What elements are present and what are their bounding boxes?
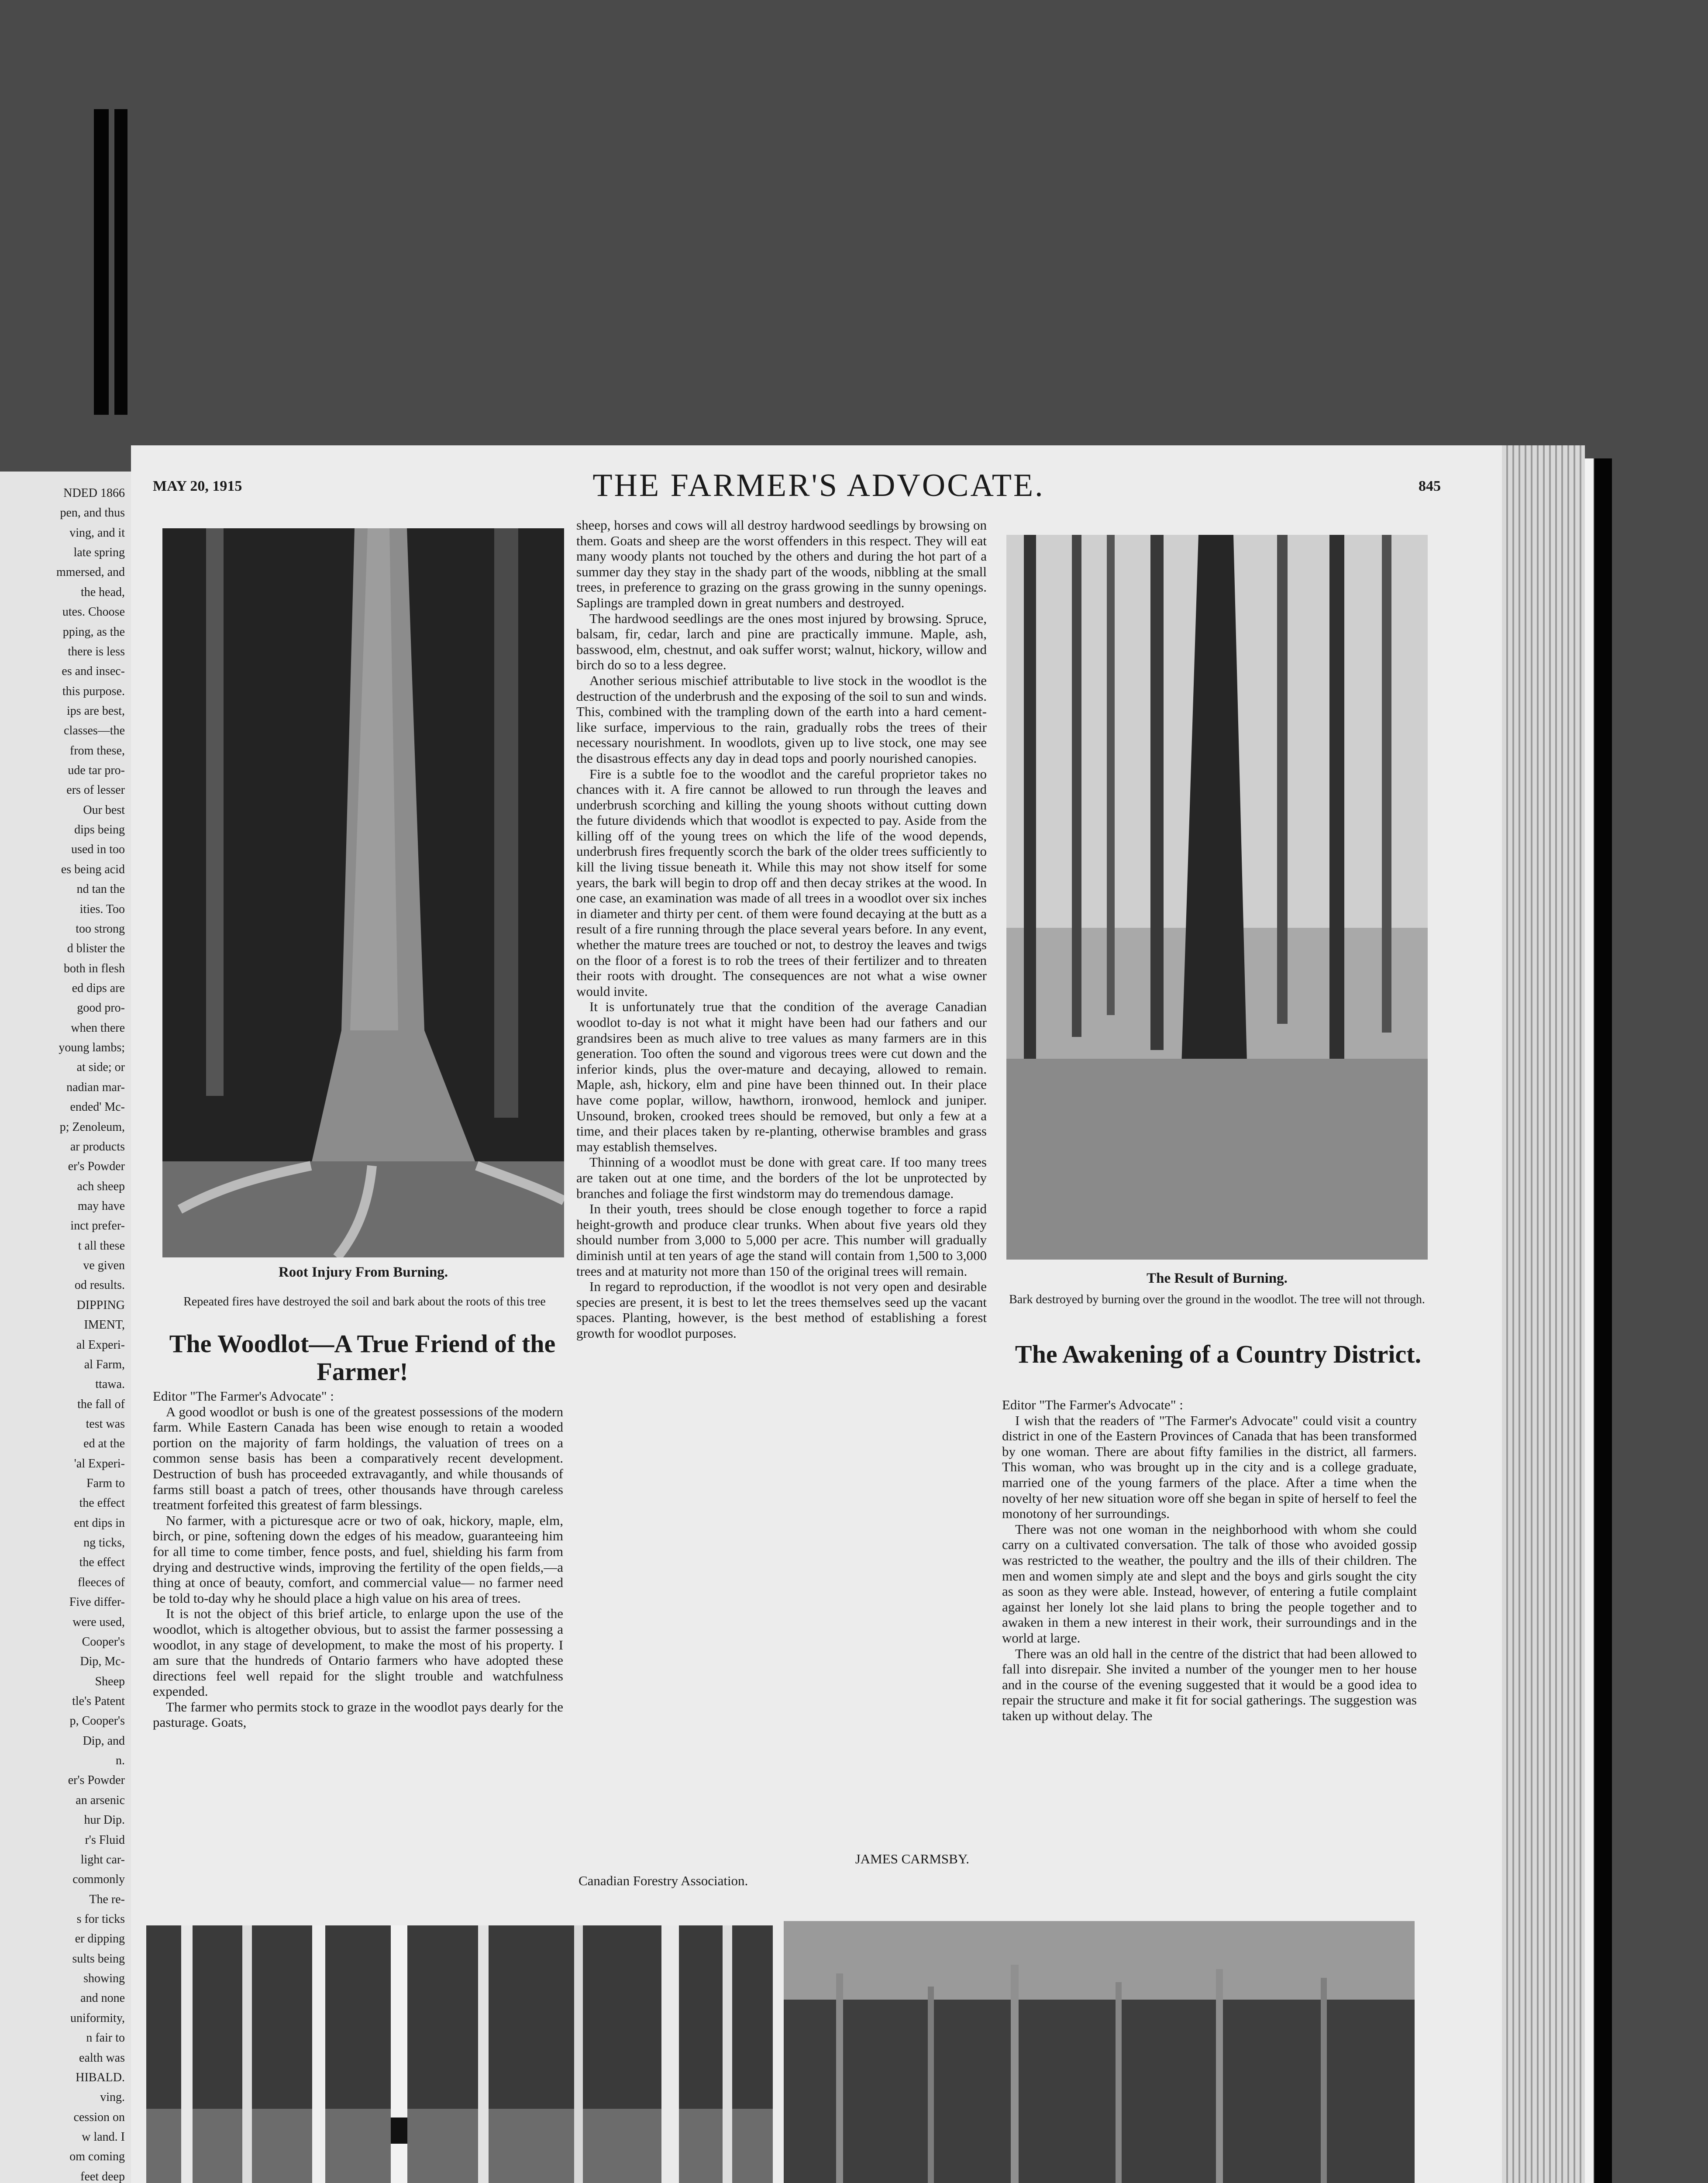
photo-result-of-burning (1006, 535, 1428, 1260)
article1-signature: JAMES CARMSBY. (855, 1851, 969, 1866)
article1-paragraph: Thinning of a woodlot must be done with great care. If too many trees are taken out at one time, and the borders of the lot be unprotected by branches and foliage the first windstorm may do tremendous damage. (576, 1154, 987, 1201)
facing-page-text-fragment: Our best (83, 803, 125, 817)
facing-page-text-fragment: al Farm, (84, 1357, 125, 1371)
facing-page-text-fragment: good pro- (77, 1001, 125, 1015)
facing-page-text-fragment: om coming (69, 2150, 125, 2164)
facing-page-text-fragment: ities. Too (79, 902, 125, 916)
facing-page-text-fragment: n. (116, 1754, 125, 1768)
facing-page-text-fragment: w land. I (82, 2130, 125, 2144)
facing-page-fragment (0, 472, 131, 2183)
article2-column (1002, 1397, 1417, 1723)
facing-page-text-fragment: HIBALD. (76, 2070, 125, 2084)
page-number: 845 (1419, 478, 1441, 494)
facing-page-text-fragment: ended' Mc- (70, 1100, 125, 1114)
article1-paragraph: It is not the object of this brief article, to enlarge upon the use of the woodlot, which is altogether obvious, but to assist the farmer possessing a woodlot, in any stage of development, to make the most of his property. I am sure that the hundreds of Ontario farmers who have adopted these directions feel well repaid for the slight trouble and watchfulness expended. (153, 1606, 563, 1699)
facing-page-text-fragment: al Experi- (76, 1338, 125, 1352)
article2-paragraph: There was an old hall in the centre of the district that had been allowed to fall into disrepair. She invited a number of the younger men to her house and in the course of the evening suggested that it would be a good idea to repair the structure and make it fit for social gatherings. The suggestion was taken up without delay. The (1002, 1646, 1417, 1723)
facing-page-text-fragment: nd tan the (76, 882, 125, 896)
article1-column1 (153, 1388, 563, 1730)
article1-paragraph: In their youth, trees should be close enough together to force a rapid height-growth and produce clear trunks. When about five years old they should number from 3,000 to 5,000 per acre. This number will gradually diminish until at ten years of age the stand will contain from 1,500 to 3,000 trees and at maturity not more than 150 of the original trees will remain. (576, 1201, 987, 1279)
facing-page-text-fragment: es being acid (61, 862, 125, 876)
facing-page-text-fragment: were used, (72, 1615, 125, 1629)
facing-page-text-fragment: at side; or (76, 1061, 125, 1074)
scan-edge-bar (1585, 458, 1594, 2183)
facing-page-text-fragment: n fair to (86, 2031, 125, 2045)
facing-page-text-fragment: Farm to (86, 1477, 125, 1491)
photo-birch-planted (146, 1925, 773, 2183)
binding-bar-right (114, 109, 127, 415)
facing-page-text-fragment: uniformity, (70, 2011, 125, 2025)
facing-page-text-fragment: Dip, and (83, 1734, 125, 1748)
facing-page-text-fragment: Cooper's (82, 1635, 125, 1649)
article1-paragraph: The hardwood seedlings are the ones most injured by browsing. Spruce, balsam, fir, cedar, larch and pine are practically immune. Maple, ash, basswood, elm, chestnut, and oak suffer worst; walnut, hickory, willow and birch do so to a less degree. (576, 610, 987, 673)
article2-salutation: Editor "The Farmer's Advocate" : (1002, 1397, 1183, 1412)
facing-page-text-fragment: when there (71, 1021, 125, 1035)
facing-page-text-fragment: s for ticks (76, 1912, 125, 1926)
facing-page-text-fragment: young lambs; (59, 1041, 125, 1055)
article2-paragraph: There was not one woman in the neighborhood with whom she could carry on a cultivated conversation. The talk of those who avoided gossip was restricted to the weather, the poultry and the ills of their children. The men and women simply ate and slept and the boys and girls sought the city as soon as they were able. Instead, however, of entering a futile complaint against her lonely lot she laid plans to bring the people together and to awaken in them a new interest in their work, their surroundings and in the world at large. (1002, 1521, 1417, 1646)
facing-page-text-fragment: 'al Experi- (74, 1456, 125, 1470)
article1-column2 (576, 517, 987, 1341)
facing-page-text-fragment: ers of lesser (66, 783, 125, 797)
binding-bar-left (94, 109, 109, 415)
facing-page-text-fragment: the fall of (77, 1397, 125, 1411)
facing-page-text-fragment: this purpose. (62, 684, 125, 698)
facing-page-text-fragment: Five differ- (69, 1595, 125, 1609)
article1-paragraph: Another serious mischief attributable to live stock in the woodlot is the destruction of the underbrush and the exposing of the soil to sun and winds. This, combined with the trampling down of the earth into a hard cement-like surface, impervious to the rain, gradually robs the trees of their necessary nourishment. In woodlots, given up to live stock, one may see the disastrous effects any day in dead tops and poorly nourished canopies. (576, 672, 987, 766)
facing-page-text-fragment: The re- (89, 1892, 125, 1906)
facing-page-text-fragment: used in too (71, 843, 125, 857)
photo1-caption: Repeated fires have destroyed the soil and bark about the roots of this tree (183, 1295, 546, 1308)
photo2-caption: Bark destroyed by burning over the ground in the woodlot. The tree will not through. (1009, 1293, 1425, 1306)
facing-page-text-fragment: ed dips are (72, 981, 125, 995)
facing-page-text-fragment: feet deep (80, 2169, 125, 2183)
facing-page-text-fragment: ed at the (83, 1437, 125, 1451)
facing-page-text-fragment: sults being (72, 1952, 125, 1966)
article2-paragraph: I wish that the readers of "The Farmer's Advocate" could visit a country district in one of the Eastern Provinces of Canada that has been transformed by one woman. There are about fifty families in the district, all farmers. This woman, who was brought up in the city and is a college graduate, married one of the young farmers of the place. After a time when the novelty of her new situation wore off she began in spite of herself to feel the monotony of her surroundings. (1002, 1412, 1417, 1522)
article1-paragraph: sheep, horses and cows will all destroy hardwood seedlings by browsing on them. Goats and sheep are the worst offenders in this respect. They will eat many woody plants not touched by the others and during the hot part of a summer day they stay in the shady part of the woods, nibbling at the small trees, in preference to grazing on the grass growing in the sunny openings. Saplings are trampled down in great numbers and destroyed. (576, 517, 987, 610)
facing-page-text-fragment: dips being (74, 823, 125, 837)
facing-page-text-fragment: fleeces of (77, 1575, 125, 1589)
issue-date: MAY 20, 1915 (153, 478, 242, 494)
facing-page-text-fragment: light car- (80, 1852, 125, 1866)
facing-page-text-fragment: the effect (79, 1556, 125, 1570)
facing-page-text-fragment: both in flesh (64, 961, 125, 975)
facing-page-text-fragment: may have (77, 1199, 125, 1213)
facing-page-text-fragment: es and insec- (62, 665, 125, 678)
facing-page-text-fragment: the effect (79, 1496, 125, 1510)
photo1-title: Root Injury From Burning. (278, 1264, 448, 1280)
article1-salutation: Editor "The Farmer's Advocate" : (153, 1388, 334, 1404)
facing-page-text-fragment: utes. Choose (62, 605, 125, 619)
facing-page-text-fragment: Dip, Mc- (80, 1655, 125, 1669)
facing-page-text-fragment: the head, (80, 585, 125, 599)
article1-paragraph: Fire is a subtle foe to the woodlot and the careful proprietor takes no chances with it. A fire cannot be allowed to run through the leaves and underbrush scorching and killing the young shoots without cutting down the future dividends which that woodlot is expected to pay. Aside from the killing off of the young trees on which the life of the wood depends, underbrush fires frequently scorch the bark of the older trees sufficiently to kill the living tissue beneath it. While this may not show itself for some years, the bark will begin to drop off and then decay strikes at the wood. In one case, an examination was made of all trees in a woodlot over six inches in diameter and thirty per cent. of them were found decaying at the butt as a result of a fire running through the place several years before. In any event, whether the mature trees are touched or not, to destroy the leaves and twigs on the floor of a forest is to rob the trees of their fertilizer and to threaten their roots with drought. The consequences are not what a wise owner would invite. (576, 766, 987, 999)
facing-page-text-fragment: ving, and it (69, 526, 125, 540)
facing-page-text-fragment: late spring (73, 546, 125, 560)
facing-page-text-fragment: classes—the (64, 724, 125, 738)
scan-edge-bar-dark (1594, 458, 1612, 2183)
facing-page-text-fragment: t all these (78, 1239, 125, 1253)
facing-page-text-fragment: cession on (73, 2110, 125, 2124)
facing-page-text-fragment: tle's Patent (72, 1694, 125, 1708)
facing-page-text-fragment: DIPPING (76, 1298, 125, 1312)
facing-page-text-fragment: p; Zenoleum, (59, 1120, 125, 1134)
facing-page-text-fragment: there is less (68, 644, 125, 658)
article1-paragraph: A good woodlot or bush is one of the greatest possessions of the modern farm. While Eastern Canada has been wise enough to retain a wooded portion on the majority of farm holdings, the valuation of trees on a common sense basis has been a comparatively recent development. Destruction of bush has proceeded extravagantly, and while thousands of farms still boast a patch of trees, other thousands have through careless treatment forfeited this greatest of farm blessings. (153, 1404, 563, 1513)
facing-page-text-fragment: inct prefer- (70, 1219, 125, 1233)
facing-page-text-fragment: an arsenic (76, 1793, 125, 1807)
facing-page-text-fragment: ve given (83, 1259, 125, 1273)
article1-headline: The Woodlot—A True Friend of the Farmer! (169, 1329, 556, 1386)
facing-page-text-fragment: commonly (72, 1873, 125, 1887)
facing-page-text-fragment: od results. (74, 1278, 125, 1292)
facing-page-text-fragment: nadian mar- (66, 1080, 125, 1094)
facing-page-text-fragment: ude tar pro- (68, 764, 125, 778)
facing-page-text-fragment: r's Fluid (85, 1833, 125, 1847)
facing-page-text-fragment: Sheep (95, 1674, 125, 1688)
facing-page-text-fragment: ng ticks, (83, 1536, 125, 1550)
facing-page-text-fragment: ips are best, (67, 704, 125, 718)
facing-page-text-fragment: ent dips in (74, 1516, 125, 1530)
facing-page-text-fragment: pping, as the (62, 625, 125, 639)
facing-page-text-fragment: p, Cooper's (69, 1714, 125, 1728)
article1-paragraph: No farmer, with a picturesque acre or two of oak, hickory, maple, elm, birch, or pine, softening down the edges of his meadow, guaranteeing him for all time to come timber, fence posts, and fuel, shielding his farm from drying and destructive winds, improving the fertility of the open fields,—a thing at once of beauty, comfort, and commercial value— no farmer need be told to-day why he should place a high value on his area of trees. (153, 1512, 563, 1606)
facing-page-text-fragment: NDED 1866 (63, 486, 125, 500)
photo2-title: The Result of Burning. (1147, 1271, 1288, 1286)
facing-page-text-fragment: pen, and thus (60, 506, 125, 520)
article2-headline: The Awakening of a Country District. (1015, 1340, 1422, 1368)
masthead-title: THE FARMER'S ADVOCATE. (592, 468, 1045, 503)
facing-page-text-fragment: ealth was (79, 2051, 125, 2065)
facing-page-text-fragment: er dipping (75, 1932, 125, 1946)
photo-ungrazed-woodlot (784, 1921, 1415, 2183)
article1-paragraph: In regard to reproduction, if the woodlot is not very open and desirable species are present, it is best to let the trees themselves seed up the vacant spaces. Planting, however, is the best method of establishing a forest growth for woodlot purposes. (576, 1279, 987, 1341)
facing-page-text-fragment: ving. (100, 2090, 125, 2104)
page-stack-edge (1502, 445, 1585, 2183)
facing-page-text-fragment: too strong (76, 922, 125, 936)
photo-root-injury (162, 528, 564, 1257)
article1-paragraph: The farmer who permits stock to graze in the woodlot pays dearly for the pasturage. Goats, (153, 1699, 563, 1730)
facing-page-text-fragment: hur Dip. (84, 1813, 125, 1827)
facing-page-text-fragment: from these, (70, 744, 125, 758)
facing-page-text-fragment: ttawa. (95, 1377, 125, 1391)
facing-page-text-fragment: test was (86, 1417, 125, 1431)
facing-page-text-fragment: er's Powder (68, 1773, 125, 1787)
facing-page-text-fragment: IMENT, (84, 1318, 125, 1332)
facing-page-text-fragment: er's Powder (68, 1160, 125, 1174)
article1-affiliation: Canadian Forestry Association. (579, 1873, 748, 1888)
facing-page-text-fragment: showing (83, 1972, 125, 1986)
facing-page-text-fragment: and none (80, 1991, 125, 2005)
facing-page-text-fragment: d blister the (67, 942, 125, 956)
facing-page-text-fragment: ach sheep (77, 1179, 125, 1193)
facing-page-text-fragment: mmersed, and (56, 565, 125, 579)
facing-page-text-fragment: ar products (70, 1140, 125, 1153)
article1-paragraph: It is unfortunately true that the condition of the average Canadian woodlot to-day is not what it might have been had our fathers and our grandsires been as much alive to tree values as many farmers are in this generation. Too often the sound and vigorous trees were cut down and the inferior kinds, plus the over-mature and decaying, allowed to remain. Maple, ash, hickory, elm and pine have been thinned out. In their place have come poplar, willow, hawthorn, ironwood, hemlock and juniper. Unsound, broken, crooked trees should be removed, but only a few at a time, and their places taken by re-planting, otherwise brambles and grass may establish themselves. (576, 999, 987, 1154)
